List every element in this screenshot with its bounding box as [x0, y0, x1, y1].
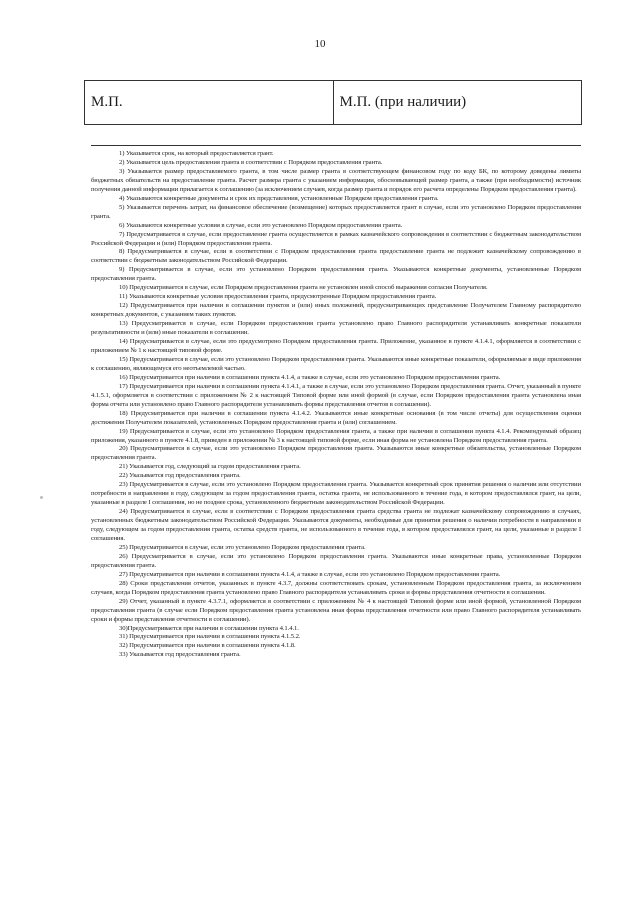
- footnote: 17) Предусматривается при наличии в соглашении пункта 4.1.4.1, а также в случае, если это установлено Порядком предоставления гранта. Отчет, указанный в пункте 4.1.5.1, оформляется в соответствии с приложением № 2 к настоящей Типовой форме или иной формой (в случае, если Порядком предоставления гранта установлена иная форма отчета или установлено право Главного распорядителя устанавливать формы представления отчетов в соглашении).: [91, 382, 581, 408]
- footnote: 12) Предусматривается при наличии в соглашении пунктов и (или) иных положений, предусматривающих представление Получателем Главному распорядителю конкретных документов, с указанием таких пунктов.: [91, 302, 581, 319]
- stamp-right: М.П. (при наличии): [333, 81, 582, 125]
- footnote: 18) Предусматривается при наличии в соглашении пункта 4.1.4.2. Указываются иные конкретные основания (в том числе отчеты) для осуществления оценки достижения Получателем показателей, установленных Порядком предоставления гранта и (или) соглашением.: [91, 409, 581, 426]
- footnote: 1) Указывается срок, на который предоставляется грант.: [119, 150, 274, 157]
- footnote: 21) Указывается год, следующий за годом предоставления гранта.: [119, 463, 301, 471]
- footnote: 26) Предусматривается в случае, если это установлено Порядком предоставления гранта. Указываются иные конкретные права, установленные Порядком предоставления гранта.: [91, 552, 581, 569]
- footnote: 32) Предусматривается при наличии в соглашении пункта 4.1.8.: [119, 642, 296, 650]
- footnote: 13) Предусматривается в случае, если Порядком предоставления гранта установлено право Главного распорядителя устанавливать конкретные показатели результативности и (или) иные показатели в соглашении.: [91, 320, 581, 337]
- page-number: 10: [314, 38, 326, 50]
- stamp-table: [84, 80, 582, 125]
- footnote: 23) Предусматривается в случае, если это установлено Порядком предоставления гранта. Указывается конкретный срок принятия решения о наличии или отсутствии потребности в направлении в году, следующем за годом предоставления гранта, остатка гранта, не использованного в течение года, в котором предоставлялся грант, на цели, указанные в разделе I соглашения, но не позднее срока, установленного бюджетным законодательством Российской Федерации.: [91, 481, 581, 507]
- stamp-row: [85, 81, 582, 125]
- footnote: 33) Указывается год предоставления гранта.: [119, 651, 241, 659]
- footnote: 5) Указывается перечень затрат, на финансовое обеспечение (возмещение) которых предоставляется грант в случае, если это установлено Порядком предоставления гранта.: [91, 203, 581, 220]
- stamp-left: М.П.: [85, 81, 334, 125]
- footnote: 31) Предусматривается при наличии в соглашении пункта 4.1.5.2.: [119, 633, 301, 641]
- footnote: 2) Указывается цель предоставления гранта в соответствии с Порядком предоставления гранта.: [119, 158, 383, 166]
- footnote: 30)Предусматривается при наличии в соглашении пункта 4.1.4.1.: [119, 624, 299, 632]
- footnote: 16) Предусматривается при наличии в соглашении пункта 4.1.4, а также в случае, если это установлено Порядком предоставления гранта.: [119, 373, 501, 381]
- footnote: 28) Сроки представления отчетов, указанных в пункте 4.3.7, должны соответствовать срокам, установленным Порядком предоставления гранта, за исключением случаев, когда Порядком предоставления гранта установлено право Главного распорядителя устанавливать сроки и формы представления отчетности в соглашении.: [91, 579, 581, 596]
- scan-artifact: [40, 496, 43, 499]
- footnote: 19) Предусматривается в случае, если это установлено Порядком предоставления гранта, а также при наличии в соглашении пункта 4.1.4. Рекомендуемый образец приложения, указанного в пункте 4.1.8, приведен в приложении № 3 к настоящей типовой форме, если иная форма не установлена Порядком предоставления гранта.: [91, 427, 581, 444]
- footnote-separator: [91, 145, 581, 146]
- footnote: 15) Предусматривается в случае, если это установлено Порядком предоставления гранта. Указываются иные конкретные показатели, оформляемые в виде приложения к соглашению, являющемуся его неотъемлемой частью.: [91, 355, 581, 372]
- footnote: 24) Предусматривается в случае, если в соответствии с Порядком предоставления гранта средства гранта не подлежат казначейскому сопровождению в случаях, установленных бюджетным законодательством Российской Федерации. Указываются документы, необходимые для принятия решения о наличии потребности в направлении в году, следующем за годом предоставления гранта, остатка средств гранта, не использованного в течение года, в котором предоставлялся грант, на цели, указанные в разделе I соглашения.: [91, 508, 581, 542]
- footnote: 10) Предусматривается в случае, если Порядком предоставления гранта не установлен иной способ выражения согласия Получателя.: [119, 284, 488, 292]
- footnote: 25) Предусматривается в случае, если это установлено Порядком предоставления гранта.: [119, 543, 366, 551]
- footnote: 27) Предусматривается при наличии в соглашении пункта 4.1.4, а также в случае, если это установлено Порядком предоставления гранта.: [119, 570, 501, 578]
- footnote: 22) Указывается год предоставления гранта.: [119, 472, 241, 480]
- footnote: 8) Предусматривается в случае, если в соответствии с Порядком предоставления гранта предоставление гранта не подлежит казначейскому сопровождению в соответствии с бюджетным законодательством Российской Федерации.: [91, 248, 581, 265]
- footnote: 14) Предусматривается в случае, если это предусмотрено Порядком предоставления гранта. Приложение, указанное в пункте 4.1.4.1, оформляется в соответствии с приложением № 1 к настоящей типовой форме.: [91, 338, 581, 354]
- footnote: 4) Указываются конкретные документы и срок их представления, установленные Порядком предоставления гранта.: [119, 194, 439, 202]
- footnote: 7) Предусматривается в случае, если предоставление гранта осуществляется в рамках казначейского сопровождения в соответствии с бюджетным законодательством Российской Федерации и (или) Порядком предоставления гранта.: [91, 230, 581, 247]
- footnote: 6) Указываются конкретные условия в случае, если это установлено Порядком предоставления гранта.: [119, 221, 403, 229]
- footnotes-list: [91, 150, 581, 660]
- footnote: 29) Отчет, указанный в пункте 4.3.7.1, оформляется в соответствии с приложением № 4 к настоящей Типовой форме или иной формой, установленной Порядком предоставления гранта (в случае если Порядком предоставления гранта установлена иная форма представления отчетности или право Главного распорядителя устанавливать сроки и формы представления отчетности в соглашении).: [91, 597, 581, 623]
- footnote: 11) Указываются конкретные условия предоставления гранта, предусмотренные Порядком предоставления гранта.: [119, 293, 437, 301]
- footnote: 20) Предусматривается в случае, если это установлено Порядком предоставления гранта. Указываются иные конкретные обязательства, установленные Порядком предоставления гранта.: [91, 445, 581, 462]
- footnote: 9) Предусматривается в случае, если это установлено Порядком предоставления гранта. Указываются конкретные документы, установленные Порядком предоставления гранта.: [91, 266, 581, 283]
- footnote: 3) Указывается размер предоставляемого гранта, в том числе размер гранта в соответствующем финансовом году по коду БК, по которому доведены лимиты бюджетных обязательств на предоставление гранта. Расчет размера гранта с указанием информации, обосновывающей размер гранта, а также (при необходимости) источник получения данной информации прилагается к соглашению (за исключением случаев, когда размер гранта и порядок его расчета определены Порядком предоставления гранта).: [91, 167, 581, 193]
